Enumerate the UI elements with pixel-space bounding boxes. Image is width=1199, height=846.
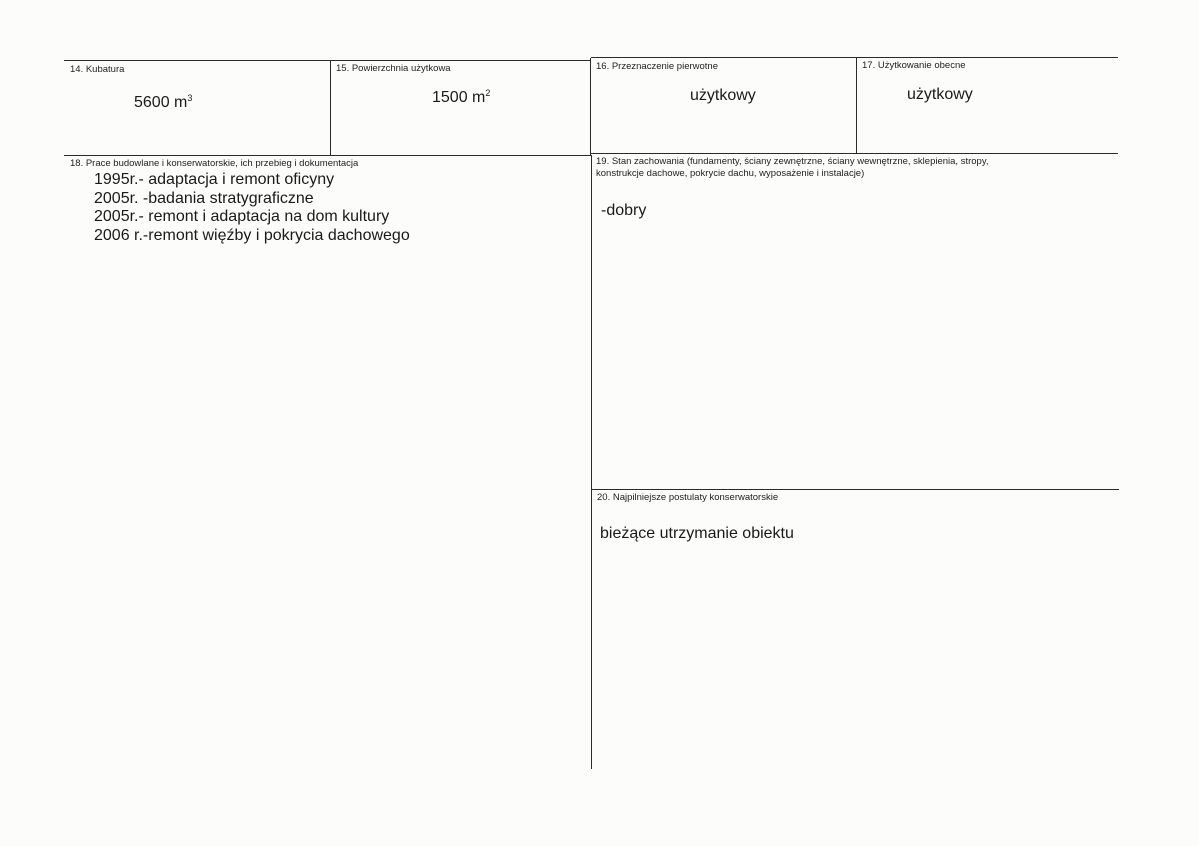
col-divider-16 (590, 58, 591, 155)
kubatura-unit-exponent: 3 (187, 93, 193, 103)
kubatura-value-text: 5600 m (134, 94, 188, 111)
uzytkowanie-label: 17. Użytkowanie obecne (862, 60, 966, 71)
postulaty-label: 20. Najpilniejsze postulaty konserwatorskie (597, 492, 779, 503)
stan-value: -dobry (601, 202, 647, 219)
prace-entry: 1995r.- adaptacja i remont oficyny (94, 171, 335, 188)
kubatura-value (134, 93, 192, 112)
top-border-right (591, 57, 1118, 58)
uzytkowanie-value: użytkowy (907, 86, 973, 103)
prace-entry: 2005r. -badania stratygraficzne (94, 189, 314, 207)
col-divider-15 (330, 60, 331, 155)
stan-label-line2: konstrukcje dachowe, pokrycie dachu, wyposażenie i instalacje) (596, 168, 865, 179)
col-divider-center (591, 155, 592, 769)
przeznaczenie-value: użytkowy (690, 87, 756, 104)
prace-label: 18. Prace budowlane i konserwatorskie, ich przebieg i dokumentacja (70, 158, 359, 169)
row-divider-right (591, 153, 1118, 154)
prace-entry: 2005r.- remont i adaptacja na dom kultury (94, 208, 390, 225)
powierzchnia-value (432, 88, 490, 107)
col-divider-17 (856, 57, 857, 153)
powierzchnia-value-text: 1500 m (432, 89, 486, 106)
kubatura-label: 14. Kubatura (70, 64, 125, 75)
row-divider-left (64, 155, 591, 156)
prace-entries (94, 171, 410, 245)
powierzchnia-unit-exponent: 2 (485, 88, 491, 98)
stan-label-line1: 19. Stan zachowania (fundamenty, ściany zewnętrzne, ściany wewnętrzne, sklepienia, stropy, (596, 156, 989, 167)
postulaty-value: bieżące utrzymanie obiektu (600, 525, 794, 542)
top-border-left (64, 60, 591, 61)
section-20-divider (592, 489, 1119, 490)
prace-entry: 2006 r.-remont więźby i pokrycia dachowego (94, 226, 410, 244)
powierzchnia-label: 15. Powierzchnia użytkowa (336, 63, 451, 74)
przeznaczenie-label: 16. Przeznaczenie pierwotne (596, 61, 718, 72)
